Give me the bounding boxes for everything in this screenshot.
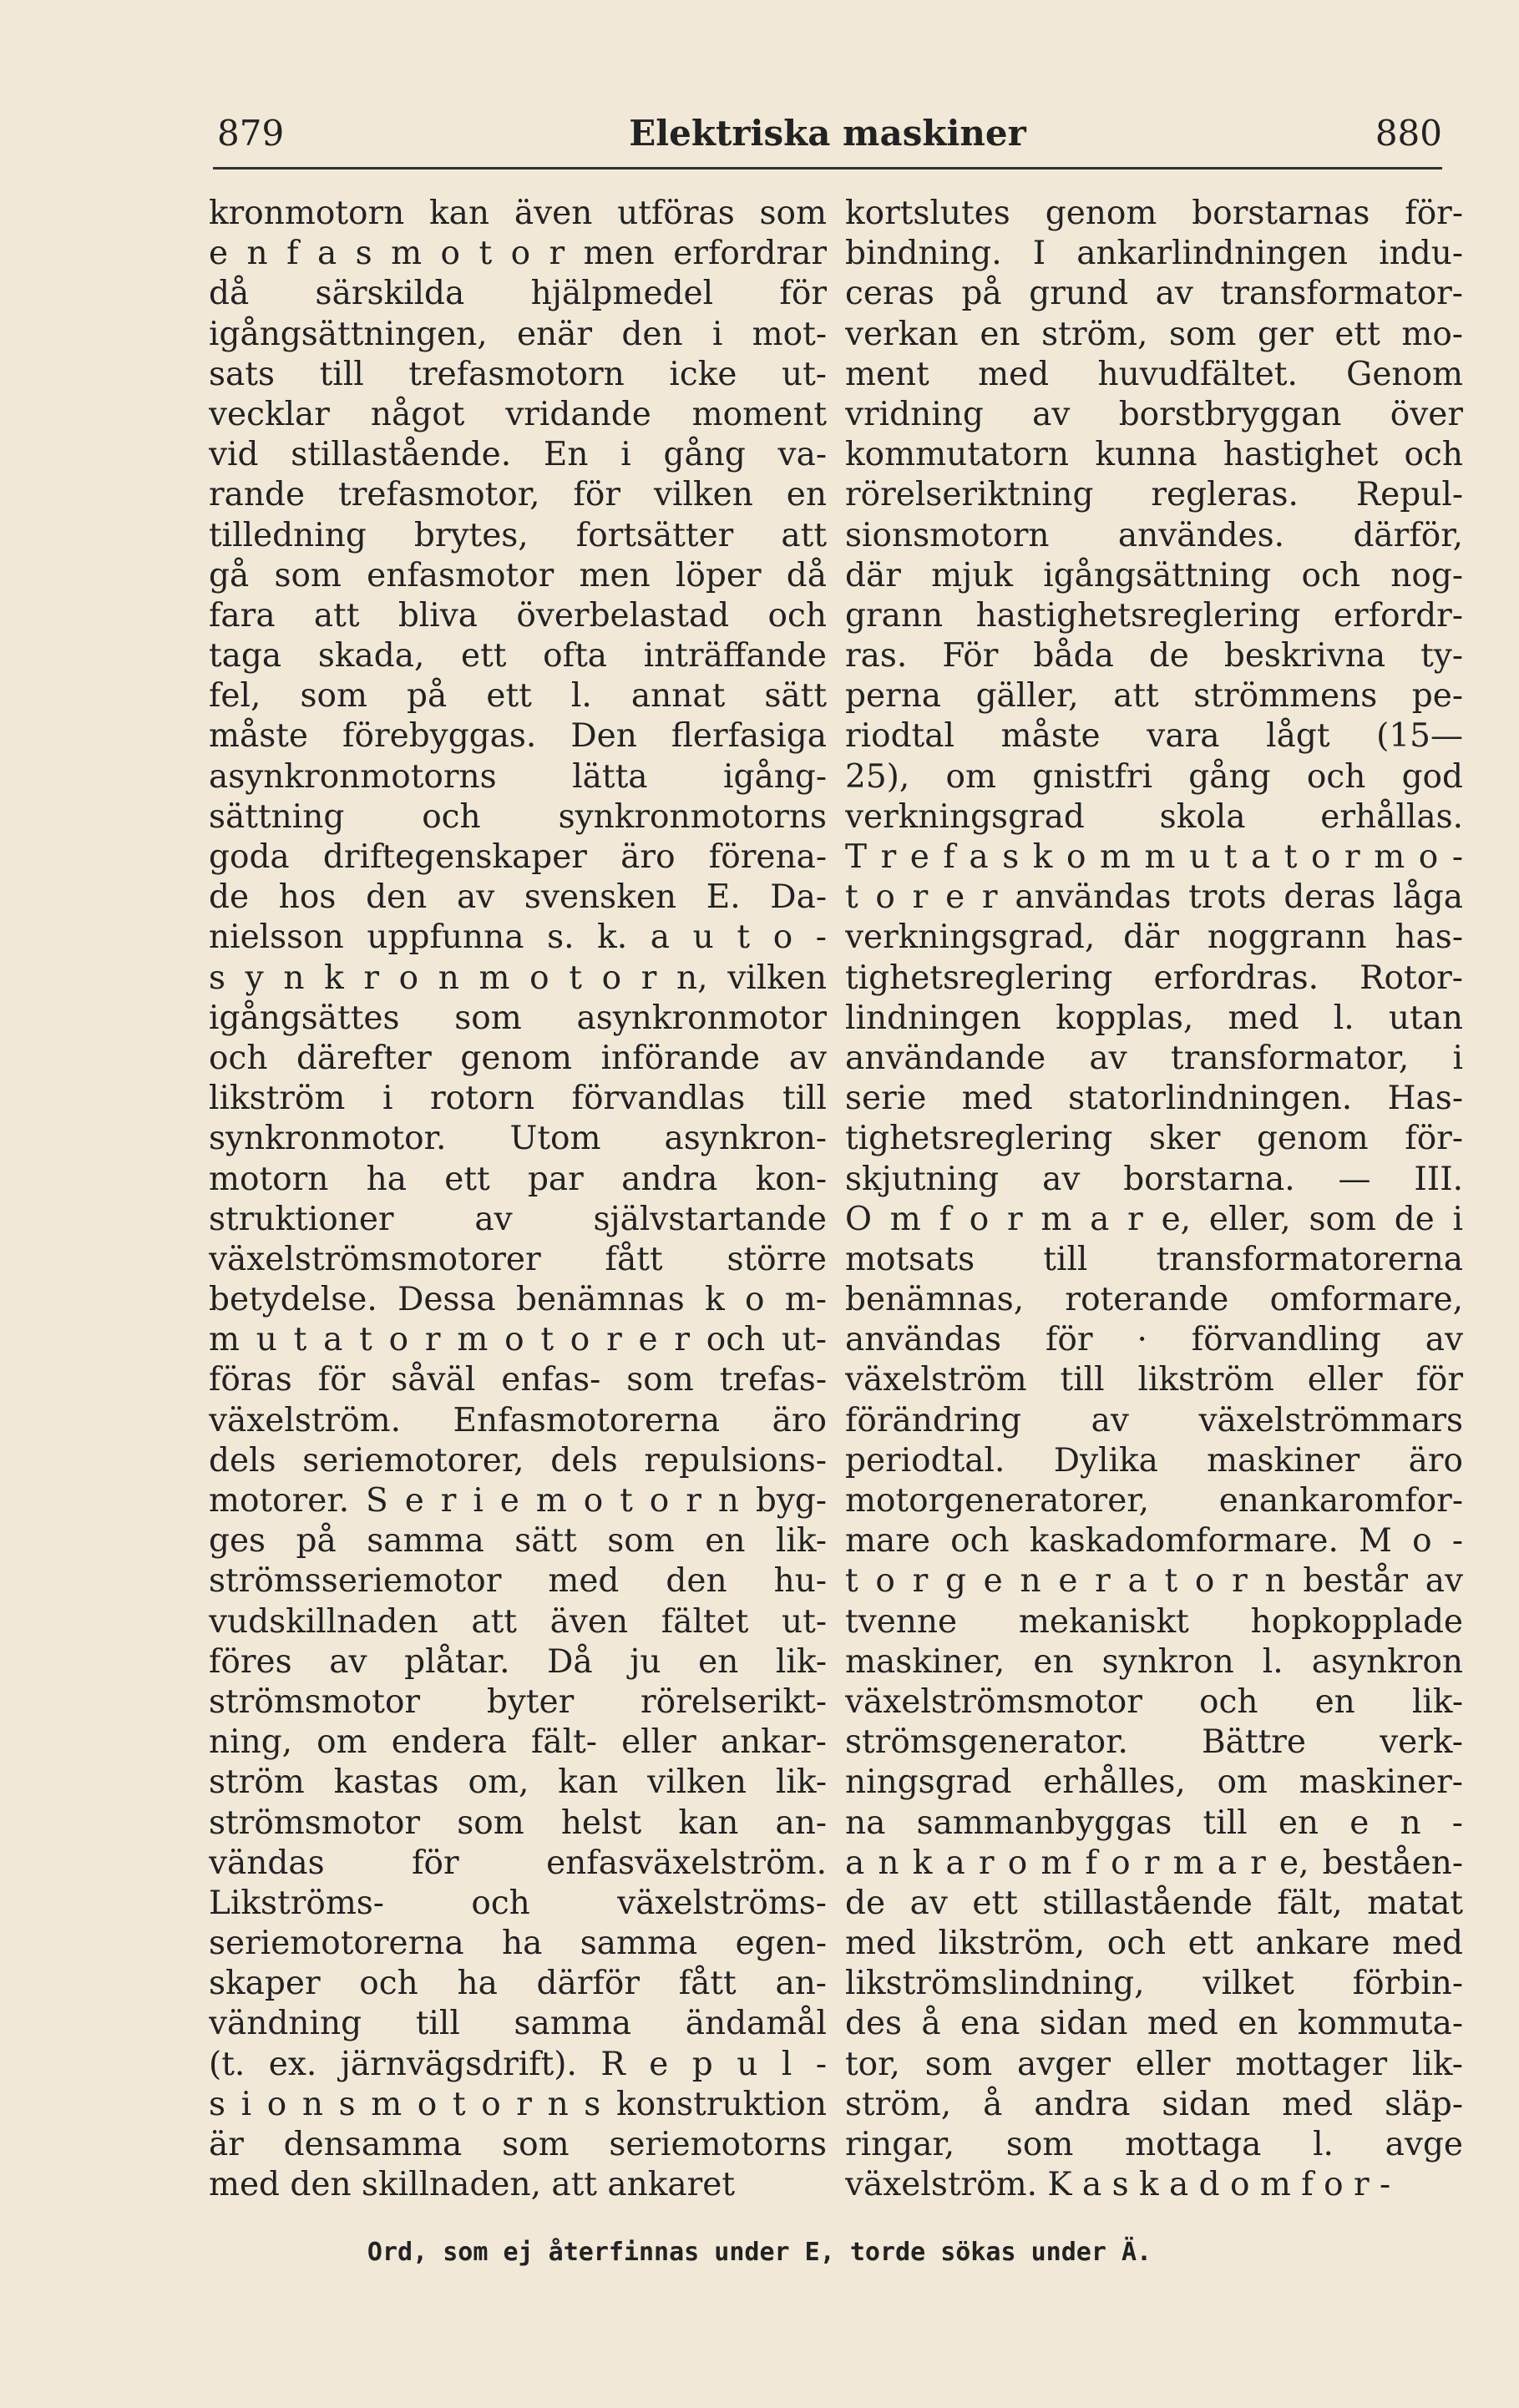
text-line: O m f o r m a r e, eller, som de i: [845, 1200, 1463, 1238]
text-line: riodtal måste vara lågt (15—: [845, 717, 1463, 756]
text-line: vecklar något vridande moment: [209, 395, 827, 433]
text-line: sättning och synkronmotorns: [209, 797, 827, 836]
text-line: vid stillastående. En i gång va-: [209, 436, 827, 474]
text-line: de hos den av svensken E. Da-: [209, 878, 827, 917]
text-line: s i o n s m o t o r n s konstruktion: [209, 2085, 827, 2123]
text-line: vändning till samma ändamål: [209, 2005, 827, 2043]
text-line: m u t a t o r m o t o r e r och ut-: [209, 1321, 827, 1359]
text-line: igångsättningen, enär den i mot-: [209, 315, 827, 353]
text-line: användas för · förvandling av: [845, 1321, 1463, 1359]
text-line: tilledning brytes, fortsätter att: [209, 516, 827, 554]
text-line: kronmotorn kan även utföras som: [209, 195, 827, 232]
text-line: vändas för enfasväxelström.: [209, 1844, 827, 1882]
running-title: Elektriska maskiner: [629, 113, 1026, 154]
text-line: verkningsgrad, där noggrann has-: [845, 918, 1463, 957]
text-line: fara att bliva överbelastad och: [209, 596, 827, 635]
text-line: rörelseriktning regleras. Repul-: [845, 476, 1463, 514]
text-line: dels seriemotorer, dels repulsions-: [209, 1441, 827, 1480]
text-line: skjutning av borstarna. — III.: [845, 1160, 1463, 1198]
text-line: motsats till transformatorerna: [845, 1240, 1463, 1278]
text-line: taga skada, ett ofta inträffande: [209, 637, 827, 675]
text-line: ringar, som mottaga l. avge: [845, 2126, 1463, 2163]
text-line: växelström. K a s k a d o m f o r -: [845, 2166, 1391, 2204]
text-line: med likström, och ett ankare med: [845, 1925, 1463, 1963]
text-line: des å ena sidan med en kommuta-: [845, 2005, 1463, 2043]
text-line: måste förebyggas. Den flerfasiga: [209, 717, 827, 756]
text-line: motorgeneratorer, enankaromfor-: [845, 1482, 1463, 1520]
text-line: likström i rotorn förvandlas till: [209, 1080, 827, 1118]
text-line: växelströmsmotor och en lik-: [845, 1682, 1463, 1721]
text-line: fel, som på ett l. annat sätt: [209, 677, 827, 716]
text-line: seriemotorerna ha samma egen-: [209, 1925, 827, 1963]
text-line: perna gäller, att strömmens pe-: [845, 677, 1463, 716]
text-line: växelström till likström eller för: [845, 1361, 1463, 1399]
text-line: synkronmotor. Utom asynkron-: [209, 1120, 827, 1158]
text-line: föres av plåtar. Då ju en lik-: [209, 1642, 827, 1681]
text-line: ges på samma sätt som en lik-: [209, 1522, 827, 1561]
text-line: mare och kaskadomformare. M o -: [845, 1522, 1463, 1561]
text-line: kommutatorn kunna hastighet och: [845, 436, 1463, 474]
text-line: 25), om gnistfri gång och god: [845, 757, 1463, 796]
text-line: tighetsreglering sker genom för-: [845, 1120, 1463, 1158]
text-line: motorer. S e r i e m o t o r n byg-: [209, 1482, 827, 1520]
text-line: är densamma som seriemotorns: [209, 2126, 827, 2163]
text-line: ment med huvudfältet. Genom: [845, 355, 1463, 393]
text-line: förändring av växelströmmars: [845, 1401, 1463, 1439]
text-line: serie med statorlindningen. Has-: [845, 1080, 1463, 1118]
text-line: sionsmotorn användes. därför,: [845, 516, 1463, 554]
text-line: växelströmsmotorer fått större: [209, 1240, 827, 1278]
text-line: periodtal. Dylika maskiner äro: [845, 1441, 1463, 1480]
text-line: ras. För båda de beskrivna ty-: [845, 637, 1463, 675]
page-number-right: 880: [1375, 113, 1442, 154]
text-line: verkan en ström, som ger ett mo-: [845, 315, 1463, 353]
text-line: rande trefasmotor, för vilken en: [209, 476, 827, 514]
text-line: (t. ex. järnvägsdrift). R e p u l -: [209, 2045, 827, 2083]
text-line: lindningen kopplas, med l. utan: [845, 999, 1463, 1037]
text-line: vridning av borstbryggan över: [845, 395, 1463, 433]
text-line: motorn ha ett par andra kon-: [209, 1160, 827, 1198]
text-line: tor, som avger eller mottager lik-: [845, 2045, 1463, 2083]
text-line: likströmslindning, vilket förbin-: [845, 1965, 1463, 2003]
text-line: grann hastighetsreglering erfordr-: [845, 596, 1463, 635]
text-line: strömsgenerator. Bättre verk-: [845, 1723, 1463, 1762]
text-line: och därefter genom införande av: [209, 1039, 827, 1077]
text-line: struktioner av självstartande: [209, 1200, 827, 1238]
text-line: asynkronmotorns lätta igång-: [209, 757, 827, 796]
text-line: Likströms- och växelströms-: [209, 1884, 827, 1922]
page-header: [213, 109, 1442, 169]
text-column-right: [845, 194, 1463, 2205]
text-line: då särskilda hjälpmedel för: [209, 275, 827, 313]
text-line: maskiner, en synkron l. asynkron: [845, 1642, 1463, 1681]
text-line: där mjuk igångsättning och nog-: [845, 556, 1463, 594]
text-line: de av ett stillastående fält, matat: [845, 1884, 1463, 1922]
text-line: strömsmotor byter rörelserikt-: [209, 1682, 827, 1721]
text-line: tighetsreglering erfordras. Rotor-: [845, 959, 1463, 997]
footer-note: Ord, som ej återfinnas under E, torde sökas under Ä.: [367, 2238, 1152, 2267]
text-line: betydelse. Dessa benämnas k o m-: [209, 1281, 827, 1319]
text-line: föras för såväl enfas- som trefas-: [209, 1361, 827, 1399]
text-line: t o r e r användas trots deras låga: [845, 878, 1463, 917]
text-line: tvenne mekaniskt hopkopplade: [845, 1602, 1463, 1641]
text-line: växelström. Enfasmotorerna äro: [209, 1401, 827, 1439]
text-line: na sammanbyggas till en e n -: [845, 1803, 1463, 1842]
text-line: a n k a r o m f o r m a r e, beståen-: [845, 1844, 1463, 1882]
text-line: användande av transformator, i: [845, 1039, 1463, 1077]
text-line: ningsgrad erhålles, om maskiner-: [845, 1763, 1463, 1802]
text-line: e n f a s m o t o r men erfordrar: [209, 235, 827, 273]
text-line: strömsmotor som helst kan an-: [209, 1803, 827, 1842]
text-line: ström, å andra sidan med släp-: [845, 2085, 1463, 2123]
text-line: goda driftegenskaper äro förena-: [209, 838, 827, 876]
text-line: t o r g e n e r a t o r n består av: [845, 1562, 1463, 1601]
text-line: T r e f a s k o m m u t a t o r m o -: [845, 838, 1463, 876]
text-line: benämnas, roterande omformare,: [845, 1281, 1463, 1319]
text-column-left: [209, 194, 827, 2205]
text-line: kortslutes genom borstarnas för-: [845, 195, 1463, 232]
page-number-left: 879: [217, 113, 285, 154]
text-line: ceras på grund av transformator-: [845, 275, 1463, 313]
text-line: med den skillnaden, att ankaret: [209, 2166, 736, 2204]
text-line: vudskillnaden att även fältet ut-: [209, 1602, 827, 1641]
text-line: s y n k r o n m o t o r n, vilken: [209, 959, 827, 997]
text-line: gå som enfasmotor men löper då: [209, 556, 827, 594]
text-line: skaper och ha därför fått an-: [209, 1965, 827, 2003]
text-line: verkningsgrad skola erhållas.: [845, 797, 1463, 836]
text-line: igångsättes som asynkronmotor: [209, 999, 827, 1037]
text-line: ström kastas om, kan vilken lik-: [209, 1763, 827, 1802]
text-line: strömsseriemotor med den hu-: [209, 1562, 827, 1601]
text-line: sats till trefasmotorn icke ut-: [209, 355, 827, 393]
text-line: bindning. I ankarlindningen indu-: [845, 235, 1463, 273]
text-line: nielsson uppfunna s. k. a u t o -: [209, 918, 827, 957]
text-line: ning, om endera fält- eller ankar-: [209, 1723, 827, 1762]
